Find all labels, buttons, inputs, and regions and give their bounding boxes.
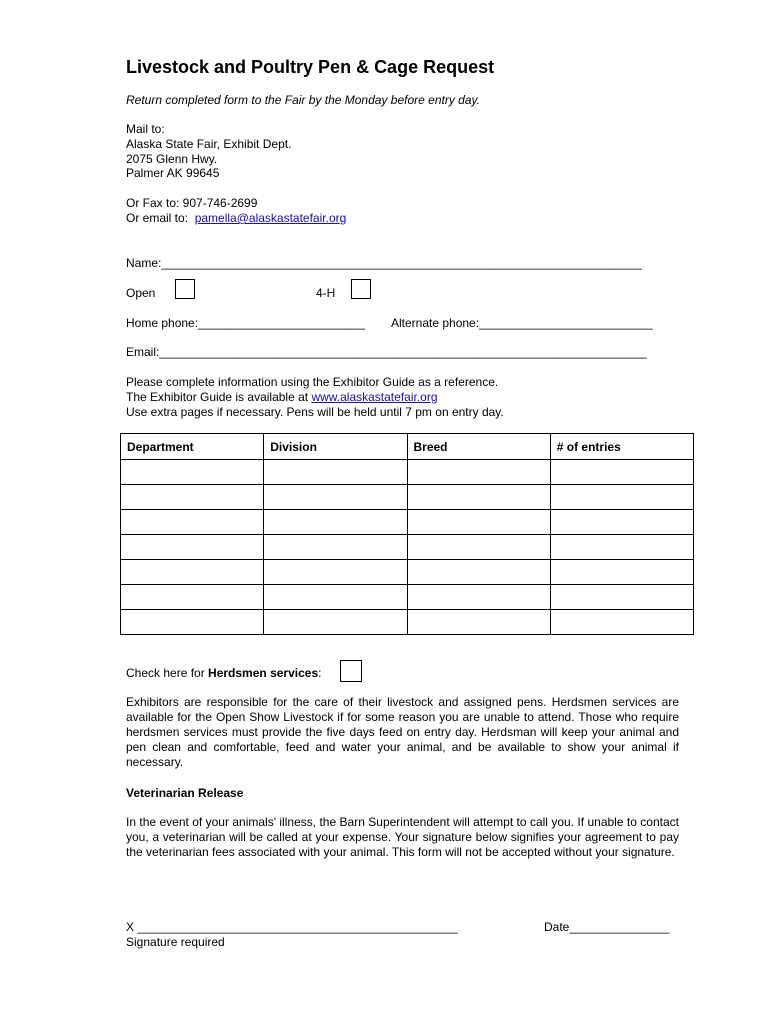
table-row (121, 510, 694, 535)
header-entries: # of entries (550, 434, 693, 460)
alternate-phone-field[interactable]: Alternate phone:__________________________ (391, 316, 653, 330)
vet-heading: Veterinarian Release (126, 786, 244, 800)
table-cell[interactable] (121, 585, 264, 610)
table-cell[interactable] (121, 485, 264, 510)
table-cell[interactable] (121, 610, 264, 635)
mail-address-line-3: Palmer AK 99645 (126, 166, 220, 180)
table-cell[interactable] (264, 460, 407, 485)
email-link[interactable]: pamella@alaskastatefair.org (194, 211, 347, 225)
guide-line-3: Use extra pages if necessary. Pens will be held until 7 pm on entry day. (126, 405, 504, 419)
signature-line[interactable]: X ________________________________________________ (126, 920, 458, 934)
table-header-row (121, 434, 694, 460)
table-cell[interactable] (550, 610, 693, 635)
table-cell[interactable] (407, 560, 550, 585)
name-field[interactable]: Name:________________________________________________________________________ (126, 256, 642, 270)
table-cell[interactable] (550, 460, 693, 485)
table-cell[interactable] (407, 535, 550, 560)
email-prefix: Or email to: (126, 211, 195, 225)
table-cell[interactable] (121, 510, 264, 535)
herdsmen-checkbox[interactable] (340, 660, 362, 682)
header-breed: Breed (407, 434, 550, 460)
vet-paragraph: In the event of your animals' illness, the Barn Superintendent will attempt to call you. If unable to contact you, a veterinarian will be called at your expense. Your signature below signifies your agreement to pay the veterinarian fees associated with your animal. This form will not be accepted without your signature. (126, 815, 679, 859)
open-checkbox[interactable] (175, 279, 195, 299)
home-phone-field[interactable]: Home phone:_________________________ (126, 316, 365, 330)
table-cell[interactable] (407, 460, 550, 485)
table-cell[interactable] (264, 610, 407, 635)
table-row (121, 535, 694, 560)
mail-address-line-2: 2075 Glenn Hwy. (126, 152, 218, 166)
herdsmen-suffix: : (318, 666, 322, 680)
guide-prefix: The Exhibitor Guide is available at (126, 390, 312, 404)
table-cell[interactable] (264, 510, 407, 535)
email-field[interactable]: Email:_________________________________________________________________________ (126, 345, 647, 359)
table-row (121, 560, 694, 585)
signature-label: Signature required (126, 935, 225, 949)
fourh-checkbox[interactable] (351, 279, 371, 299)
table-cell[interactable] (550, 560, 693, 585)
mail-address-line-1: Alaska State Fair, Exhibit Dept. (126, 137, 292, 151)
mail-to-label: Mail to: (126, 122, 165, 136)
email-line (126, 211, 346, 226)
table-row (121, 585, 694, 610)
header-division: Division (264, 434, 407, 460)
table-cell[interactable] (264, 560, 407, 585)
entries-table (120, 433, 694, 635)
table-cell[interactable] (121, 535, 264, 560)
table-cell[interactable] (264, 535, 407, 560)
date-field[interactable]: Date_______________ (544, 920, 670, 934)
table-cell[interactable] (550, 510, 693, 535)
table-cell[interactable] (407, 585, 550, 610)
table-cell[interactable] (264, 585, 407, 610)
guide-link[interactable]: www.alaskastatefair.org (311, 390, 438, 404)
table-row (121, 610, 694, 635)
table-cell[interactable] (407, 485, 550, 510)
table-cell[interactable] (550, 535, 693, 560)
table-cell[interactable] (407, 510, 550, 535)
header-department: Department (121, 434, 264, 460)
table-cell[interactable] (550, 485, 693, 510)
return-instruction: Return completed form to the Fair by the Monday before entry day. (126, 93, 480, 107)
table-row (121, 460, 694, 485)
herdsmen-prefix: Check here for (126, 666, 209, 680)
fourh-label: 4-H (316, 286, 336, 300)
entries-body (121, 460, 694, 635)
herdsmen-label: Herdsmen services (208, 666, 319, 680)
table-cell[interactable] (550, 585, 693, 610)
open-label: Open (126, 286, 156, 300)
guide-line-1: Please complete information using the Exhibitor Guide as a reference. (126, 375, 499, 389)
form-title: Livestock and Poultry Pen & Cage Request (126, 57, 495, 77)
herdsmen-check-line (126, 666, 321, 681)
table-cell[interactable] (264, 485, 407, 510)
herdsmen-paragraph: Exhibitors are responsible for the care of their livestock and assigned pens. Herdsmen services are available for the Open Show Livestock if for some reason you are unable to attend. Those who require herdsmen services must provide the five days feed on entry day. Herdsman will keep your animal and pen clean and comfortable, feed and water your animal, and be available to show your animal if necessary. (126, 695, 679, 769)
guide-line-2 (126, 390, 438, 405)
table-cell[interactable] (121, 460, 264, 485)
table-cell[interactable] (121, 560, 264, 585)
table-cell[interactable] (407, 610, 550, 635)
table-row (121, 485, 694, 510)
fax-line: Or Fax to: 907-746-2699 (126, 196, 258, 210)
